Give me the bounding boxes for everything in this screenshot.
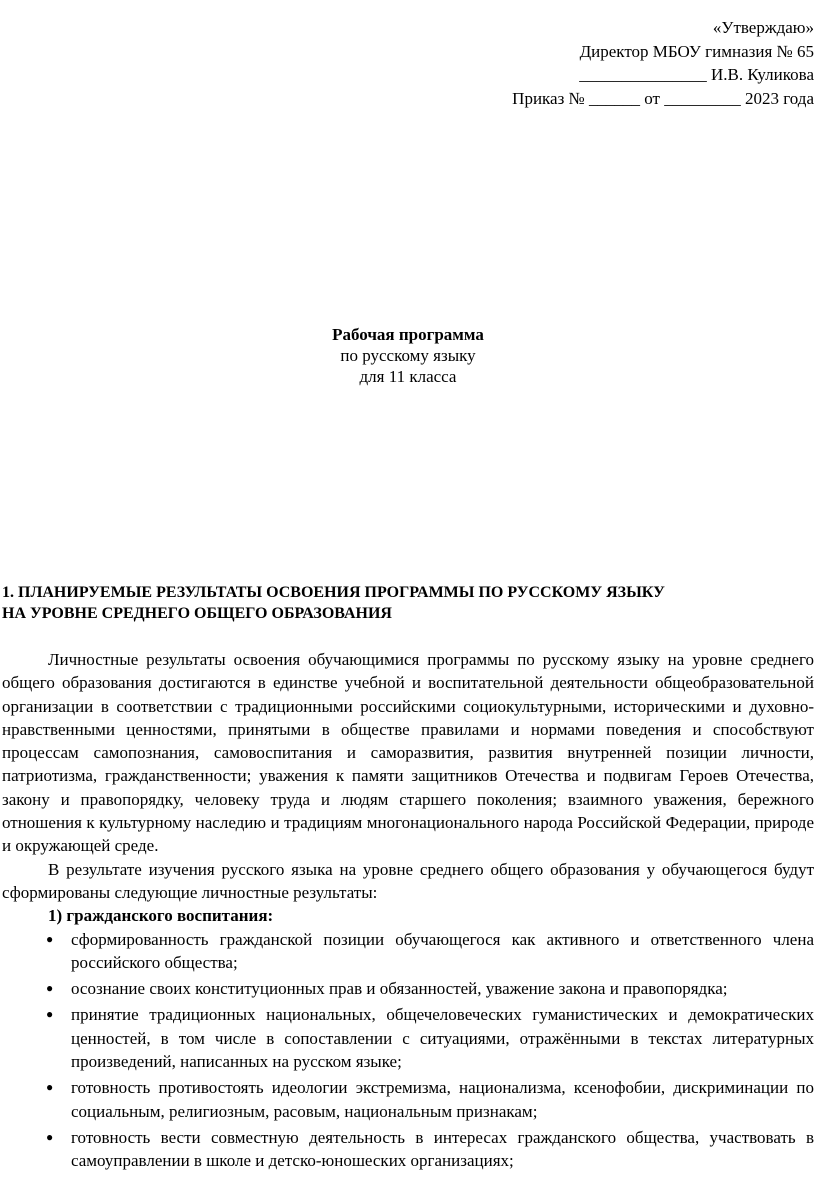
bullet-icon: ●: [46, 931, 54, 946]
bullet-icon: ●: [46, 1080, 54, 1095]
list-item: ● сформированность гражданской позиции обучающегося как активного и ответственного члена российского общества;: [46, 929, 814, 972]
bullet-icon: ●: [46, 981, 54, 996]
paragraph-results-intro: В результате изучения русского языка на уровне среднего общего образования у обучающегося будут сформированы следующие личностные результаты:: [2, 859, 814, 902]
civic-education-list: [2, 928, 814, 1173]
section-heading-line2: НА УРОВНЕ СРЕДНЕГО ОБЩЕГО ОБРАЗОВАНИЯ: [2, 605, 392, 622]
list-item: ● готовность противостоять идеологии экстремизма, национализма, ксенофобии, дискриминации по социальным, религиозным, расовым, национальным признакам;: [46, 1078, 814, 1121]
document-title-block: [0, 324, 816, 387]
list-item: ● готовность вести совместную деятельность в интересах гражданского общества, участвовать в самоуправлении в школе и детско-юношеских организациях;: [46, 1127, 814, 1171]
bullet-icon: ●: [46, 1007, 54, 1022]
list-item: ● принятие традиционных национальных, общечеловеческих гуманистических и демократических ценностей, в том числе в сопоставлении с ситуациями, отражёнными в текстах литературных произведений, написанных на русском языке;: [46, 1005, 814, 1072]
document-subject: по русскому языку: [340, 346, 476, 365]
approver-position: Директор МБОУ гимназия № 65: [579, 41, 814, 61]
document-grade: для 11 класса: [359, 367, 457, 386]
approver-signature-line: _______________ И.В. Куликова: [579, 65, 814, 84]
section-body: [2, 648, 814, 1176]
section-heading: [2, 582, 802, 624]
paragraph-personal-results: Личностные результаты освоения обучающимися программы по русскому языку на уровне среднего общего образования достигаются в единстве учебной и воспитательной деятельности общеобразовательной организации в соответствии с традиционными российскими социокультурными, историческими и духовно-нравственными ценностями, принятыми в обществе правилами и нормами поведения и способствуют процессам самопознания, самовоспитания и саморазвития, развития внутренней позиции личности, патриотизма, гражданственности; уважения к памяти защитников Отечества и подвигам Героев Отечества, закону и правопорядку, человеку труда и людям старшего поколения; взаимного уважения, бережного отношения к культурному наследию и традициям многонационального народа Российской Федерации, природе и окружающей среде.: [2, 650, 814, 856]
list-item: ● осознание своих конституционных прав и обязанностей, уважение закона и правопорядка;: [2, 977, 814, 1000]
section-heading-line1: 1. ПЛАНИРУЕМЫЕ РЕЗУЛЬТАТЫ ОСВОЕНИЯ ПРОГРАММЫ ПО РУССКОМУ ЯЗЫКУ: [2, 584, 665, 601]
approval-block: [394, 16, 814, 110]
document-title: Рабочая программа: [332, 325, 484, 344]
bullet-icon: ●: [46, 1129, 54, 1144]
approval-stamp-text: «Утверждаю»: [712, 18, 814, 37]
subheading-civic-education: 1) гражданского воспитания:: [48, 906, 274, 926]
order-line: Приказ № ______ от _________ 2023 года: [512, 88, 814, 108]
